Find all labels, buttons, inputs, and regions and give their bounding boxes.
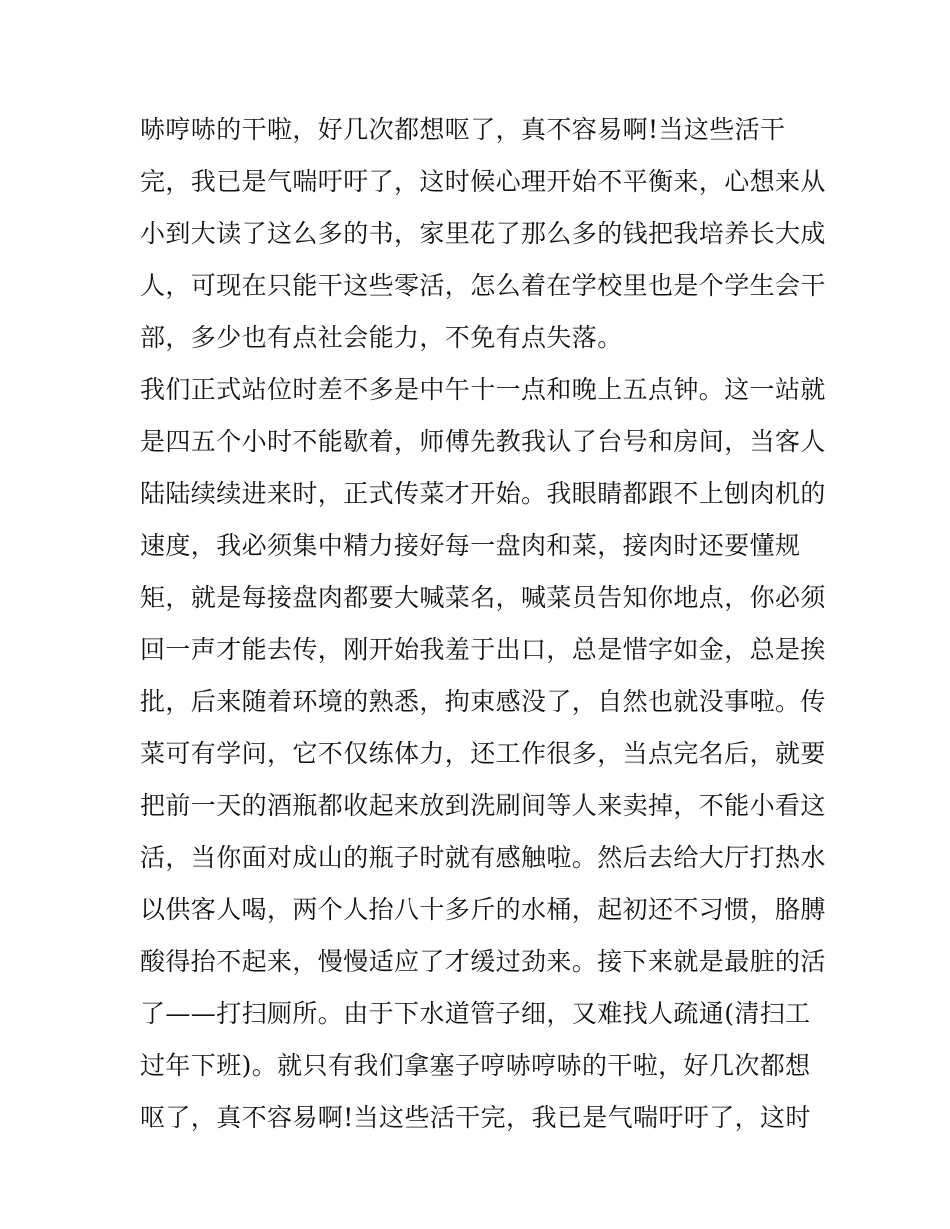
text-line-17: 酸得抬不起来，慢慢适应了才缓过劲来。接下来就是最脏的活 <box>140 947 826 976</box>
text-line-7: 是四五个小时不能歇着，师傅先教我认了台号和房间，当客人 <box>140 427 826 456</box>
text-line-20: 呕了，真不容易啊!当这些活干完，我已是气喘吁吁了，这时 <box>140 1103 811 1132</box>
text-line-19: 过年下班)。就只有我们拿塞子哼哧哼哧的干啦，好几次都想 <box>140 1051 811 1080</box>
text-line-2: 完，我已是气喘吁吁了，这时候心理开始不平衡来，心想来从 <box>140 167 826 196</box>
text-line-6: 我们正式站位时差不多是中午十一点和晚上五点钟。这一站就 <box>140 375 826 404</box>
text-line-15: 活，当你面对成山的瓶子时就有感触啦。然后去给大厅打热水 <box>140 843 826 872</box>
text-line-18: 了——打扫厕所。由于下水道管子细，又难找人疏通(清扫工 <box>140 999 811 1028</box>
text-line-12: 批，后来随着环境的熟悉，拘束感没了，自然也就没事啦。传 <box>140 687 826 716</box>
text-line-1: 哧哼哧的干啦，好几次都想呕了，真不容易啊!当这些活干 <box>140 115 786 144</box>
text-line-16: 以供客人喝，两个人抬八十多斤的水桶，起初还不习惯，胳膊 <box>140 895 826 924</box>
text-line-11: 回一声才能去传，刚开始我羞于出口，总是惜字如金，总是挨 <box>140 635 826 664</box>
text-line-5: 部，多少也有点社会能力，不免有点失落。 <box>140 323 623 352</box>
text-line-3: 小到大读了这么多的书，家里花了那么多的钱把我培养长大成 <box>140 219 826 248</box>
text-line-4: 人，可现在只能干这些零活，怎么着在学校里也是个学生会干 <box>140 271 826 300</box>
text-line-14: 把前一天的酒瓶都收起来放到洗刷间等人来卖掉，不能小看这 <box>140 791 826 820</box>
text-line-10: 矩，就是每接盘肉都要大喊菜名，喊菜员告知你地点，你必须 <box>140 583 826 612</box>
text-line-13: 菜可有学问，它不仅练体力，还工作很多，当点完名后，就要 <box>140 739 826 768</box>
body-text <box>140 104 826 1144</box>
text-line-9: 速度，我必须集中精力接好每一盘肉和菜，接肉时还要懂规 <box>140 531 801 560</box>
text-line-8: 陆陆续续进来时，正式传菜才开始。我眼睛都跟不上刨肉机的 <box>140 479 826 508</box>
